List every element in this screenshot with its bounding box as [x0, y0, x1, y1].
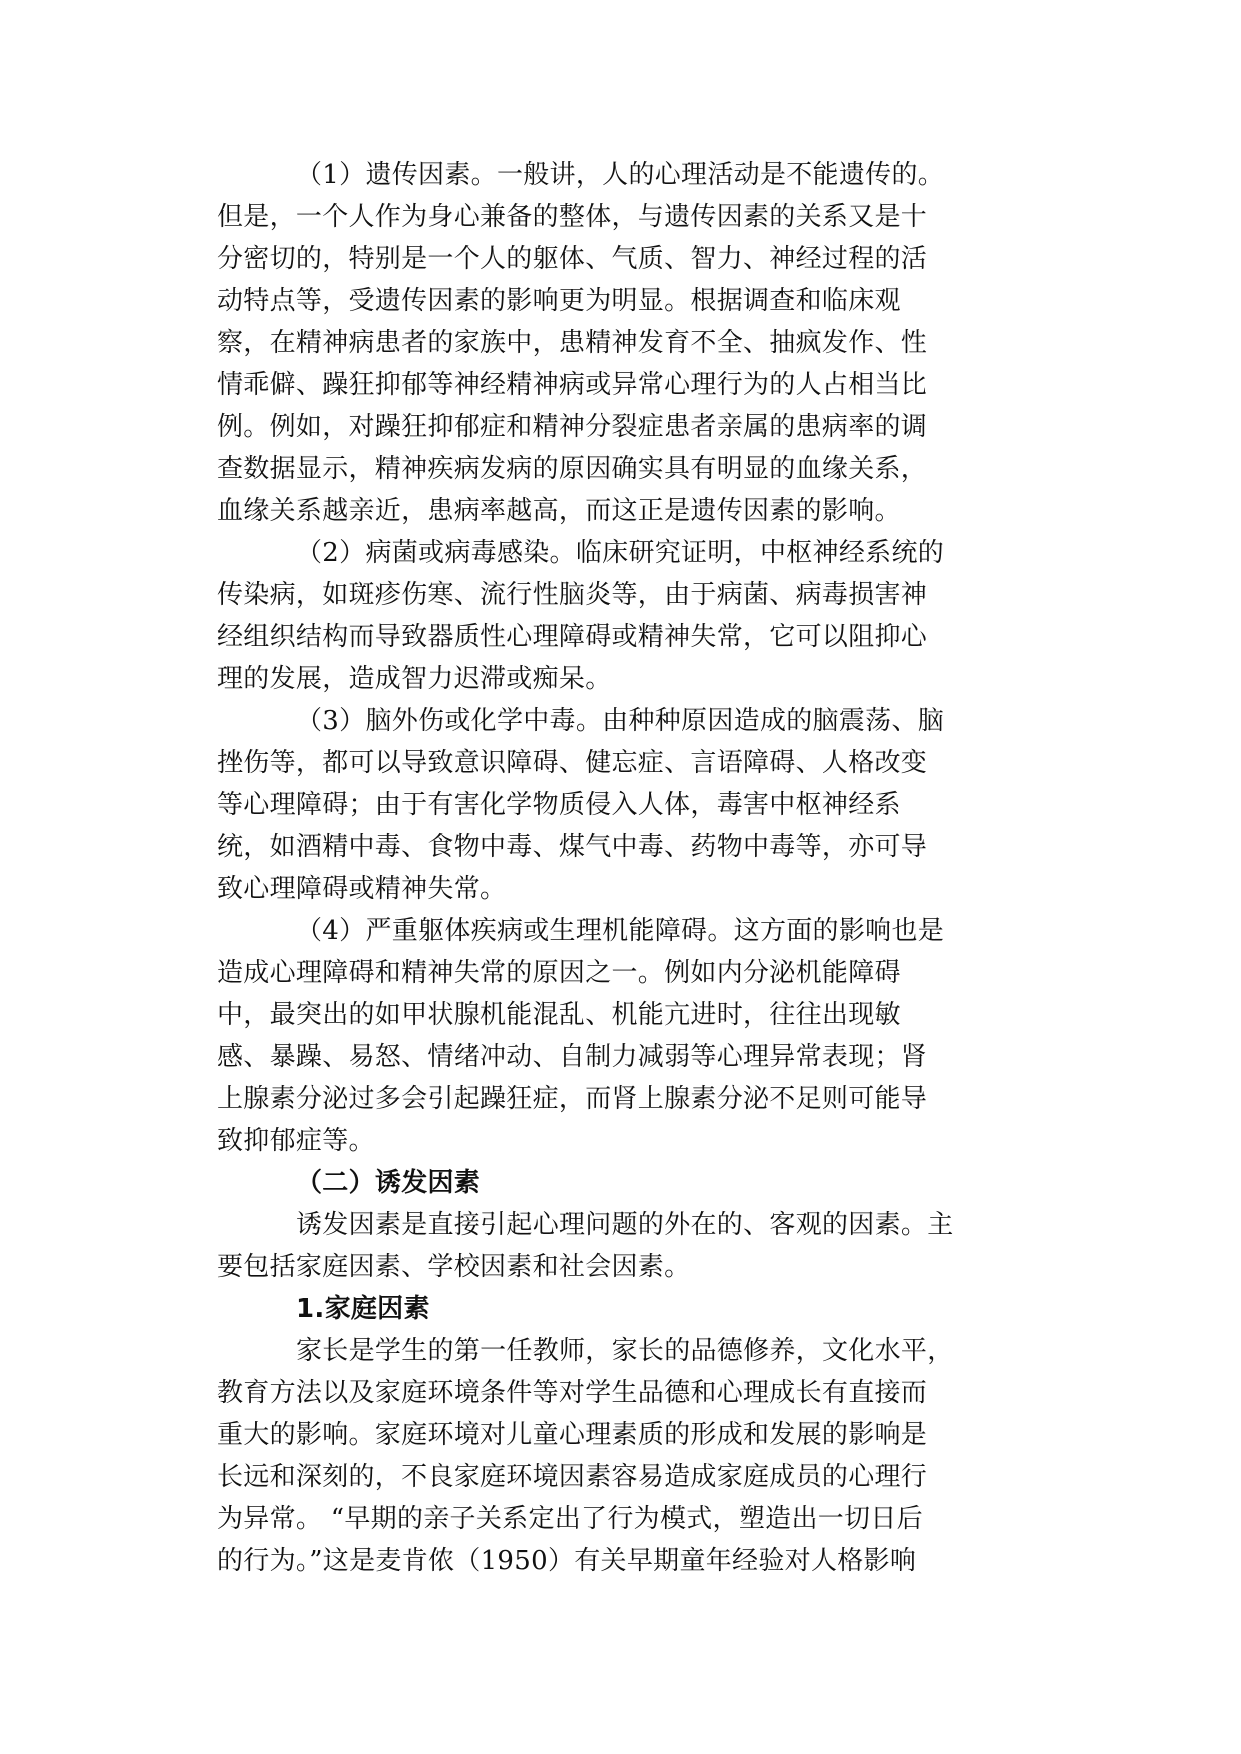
paragraph-line: 为异常。 “早期的亲子关系定出了行为模式，塑造出一切日后 — [217, 1504, 923, 1534]
paragraph-line: 察，在精神病患者的家族中，患精神发育不全、抽疯发作、性 — [217, 328, 928, 358]
paragraph-line: 的行为。”这是麦肯侬（1950）有关早期童年经验对人格影响 — [217, 1546, 917, 1576]
paragraph-line: 等心理障碍；由于有害化学物质侵入人体，毒害中枢神经系 — [217, 790, 901, 820]
paragraph-line: 分密切的，特别是一个人的躯体、气质、智力、神经过程的活 — [217, 244, 928, 274]
paragraph-line: （2）病菌或病毒感染。临床研究证明，中枢神经系统的 — [296, 538, 945, 568]
paragraph-line: 动特点等，受遗传因素的影响更为明显。根据调查和临床观 — [217, 286, 901, 316]
paragraph-line: 致心理障碍或精神失常。 — [217, 874, 507, 904]
paragraph-line: （3）脑外伤或化学中毒。由种种原因造成的脑震荡、脑 — [296, 706, 945, 736]
paragraph-line: 造成心理障碍和精神失常的原因之一。例如内分泌机能障碍 — [217, 958, 901, 988]
paragraph-line: 长远和深刻的，不良家庭环境因素容易造成家庭成员的心理行 — [217, 1462, 928, 1492]
paragraph-line: 教育方法以及家庭环境条件等对学生品德和心理成长有直接而 — [217, 1378, 928, 1408]
paragraph-line: （4）严重躯体疾病或生理机能障碍。这方面的影响也是 — [296, 916, 945, 946]
paragraph-line: 挫伤等，都可以导致意识障碍、健忘症、言语障碍、人格改变 — [217, 748, 928, 778]
paragraph-line: 中，最突出的如甲状腺机能混乱、机能亢进时，往往出现敏 — [217, 1000, 901, 1030]
paragraph-line: 例。例如，对躁狂抑郁症和精神分裂症患者亲属的患病率的调 — [217, 412, 928, 442]
paragraph-line: 致抑郁症等。 — [217, 1126, 375, 1156]
subsection-heading: 1.家庭因素 — [296, 1294, 430, 1324]
paragraph-line: 理的发展，造成智力迟滞或痴呆。 — [217, 664, 612, 694]
paragraph-line: 要包括家庭因素、学校因素和社会因素。 — [217, 1252, 691, 1282]
paragraph-line: 传染病，如斑疹伤寒、流行性脑炎等，由于病菌、病毒损害神 — [217, 580, 928, 610]
paragraph-line: 诱发因素是直接引起心理问题的外在的、客观的因素。主 — [296, 1210, 954, 1240]
paragraph-line: 重大的影响。家庭环境对儿童心理素质的形成和发展的影响是 — [217, 1420, 928, 1450]
paragraph-line: 上腺素分泌过多会引起躁狂症，而肾上腺素分泌不足则可能导 — [217, 1084, 928, 1114]
paragraph-line: 家长是学生的第一任教师，家长的品德修养，文化水平， — [296, 1336, 954, 1366]
paragraph-line: 查数据显示，精神疾病发病的原因确实具有明显的血缘关系， — [217, 454, 928, 484]
paragraph-line: 经组织结构而导致器质性心理障碍或精神失常，它可以阻抑心 — [217, 622, 928, 652]
section-heading: （二）诱发因素 — [296, 1168, 481, 1198]
paragraph-line: 血缘关系越亲近，患病率越高，而这正是遗传因素的影响。 — [217, 496, 901, 526]
paragraph-line: 感、暴躁、易怒、情绪冲动、自制力减弱等心理异常表现；肾 — [217, 1042, 928, 1072]
paragraph-line: 但是，一个人作为身心兼备的整体，与遗传因素的关系又是十 — [217, 202, 928, 232]
paragraph-line: （1）遗传因素。一般讲，人的心理活动是不能遗传的。 — [296, 160, 945, 190]
paragraph-line: 情乖僻、躁狂抑郁等神经精神病或异常心理行为的人占相当比 — [217, 370, 928, 400]
paragraph-line: 统，如酒精中毒、食物中毒、煤气中毒、药物中毒等，亦可导 — [217, 832, 928, 862]
